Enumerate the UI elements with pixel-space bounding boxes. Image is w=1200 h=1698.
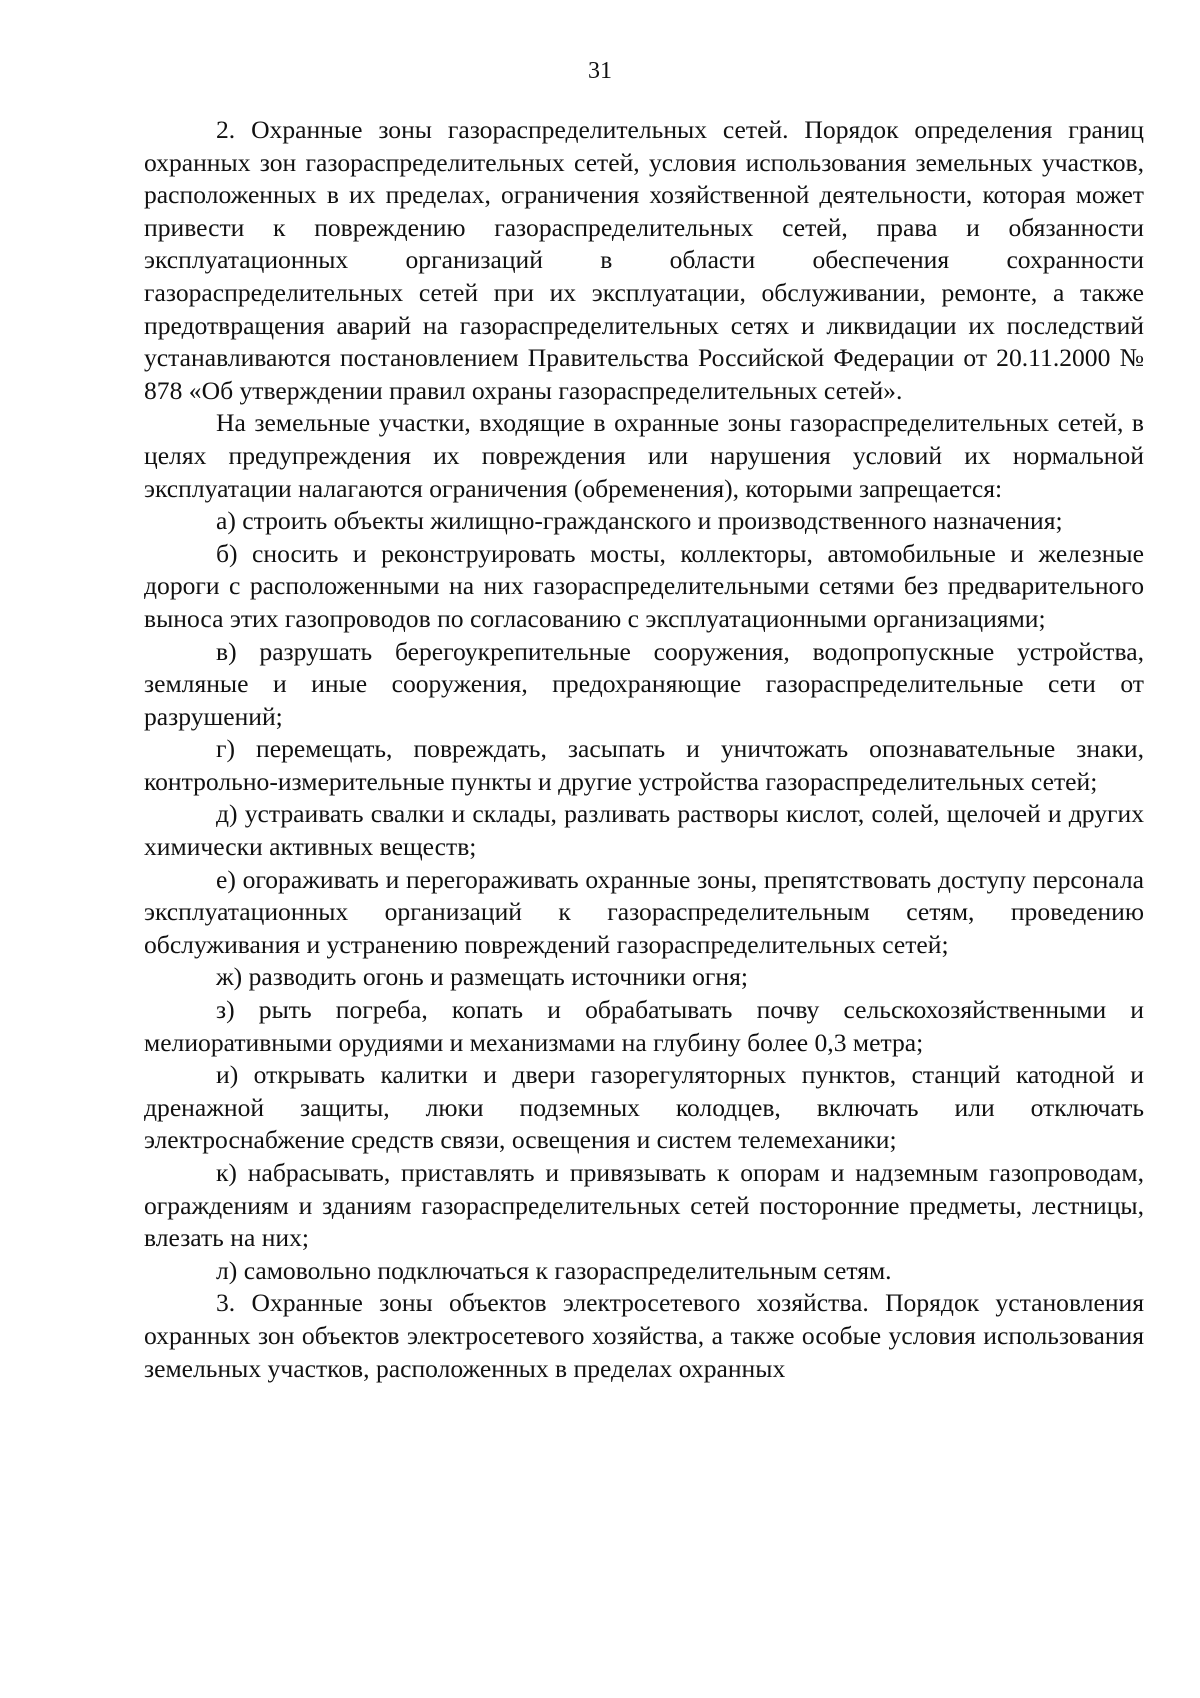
paragraph-restrictions-intro: На земельные участки, входящие в охранные зоны газораспределительных сетей, в целях предупреждения их повреждения или нарушения условий их нормальной эксплуатации налагаются ограничения (обременения), которыми запрещается: [144, 408, 1144, 503]
list-item-d: д) устраивать свалки и склады, разливать растворы кислот, солей, щелочей и других химически активных веществ; [144, 799, 1144, 862]
document-body [144, 114, 1144, 1385]
list-item-zh: ж) разводить огонь и размещать источники огня; [216, 962, 748, 992]
list-item-z: з) рыть погреба, копать и обрабатывать почву сельскохозяйственными и мелиоративными орудиями и механизмами на глубину более 0,3 метра; [144, 995, 1144, 1057]
page-number: 31 [588, 58, 612, 84]
list-item-g: г) перемещать, повреждать, засыпать и уничтожать опознавательные знаки, контрольно-измерительные пункты и другие устройства газораспределительных сетей; [144, 734, 1144, 796]
list-item-v: в) разрушать берегоукрепительные сооружения, водопропускные устройства, земляные и иные сооружения, предохраняющие газораспределительные сети от разрушений; [144, 636, 1144, 731]
list-item-l: л) самовольно подключаться к газораспределительным сетям. [216, 1255, 892, 1285]
list-item-b: б) сносить и реконструировать мосты, коллекторы, автомобильные и железные дороги с расположенными на них газораспределительными сетями без предварительного выноса этих газопроводов по согласованию с эксплуатационными организациями; [144, 538, 1144, 633]
list-item-k: к) набрасывать, приставлять и привязывать к опорам и надземным газопроводам, ограждениям и зданиям газораспределительных сетей посторонние предметы, лестницы, влезать на них; [144, 1158, 1144, 1253]
list-item-a: а) строить объекты жилищно-гражданского и производственного назначения; [216, 506, 1063, 536]
list-item-e: е) огораживать и перегораживать охранные зоны, препятствовать доступу персонала эксплуатационных организаций к газораспределительным сетям, проведению обслуживания и устранению повреждений газораспределительных сетей; [144, 864, 1144, 959]
paragraph-gas-protection-zones: 2. Охранные зоны газораспределительных сетей. Порядок определения границ охранных зон газораспределительных сетей, условия использования земельных участков, расположенных в их пределах, ограничения хозяйственной деятельности, которая может привести к повреждению газораспределительных сетей, права и обязанности эксплуатационных организаций в области обеспечения сохранности газораспределительных сетей при их эксплуатации, обслуживании, ремонте, а также предотвращения аварий на газораспределительных сетях и ликвидации их последствий устанавливаются постановлением Правительства Российской Федерации от 20.11.2000 № 878 «Об утверждении правил охраны газораспределительных сетей». [144, 115, 1144, 405]
list-item-i: и) открывать калитки и двери газорегуляторных пунктов, станций катодной и дренажной защиты, люки подземных колодцев, включать или отключать электроснабжение средств связи, освещения и систем телемеханики; [144, 1060, 1144, 1155]
paragraph-electric-protection-zones: 3. Охранные зоны объектов электросетевого хозяйства. Порядок установления охранных зон объектов электросетевого хозяйства, а также особые условия использования земельных участков, расположенных в пределах охранных [144, 1288, 1144, 1383]
